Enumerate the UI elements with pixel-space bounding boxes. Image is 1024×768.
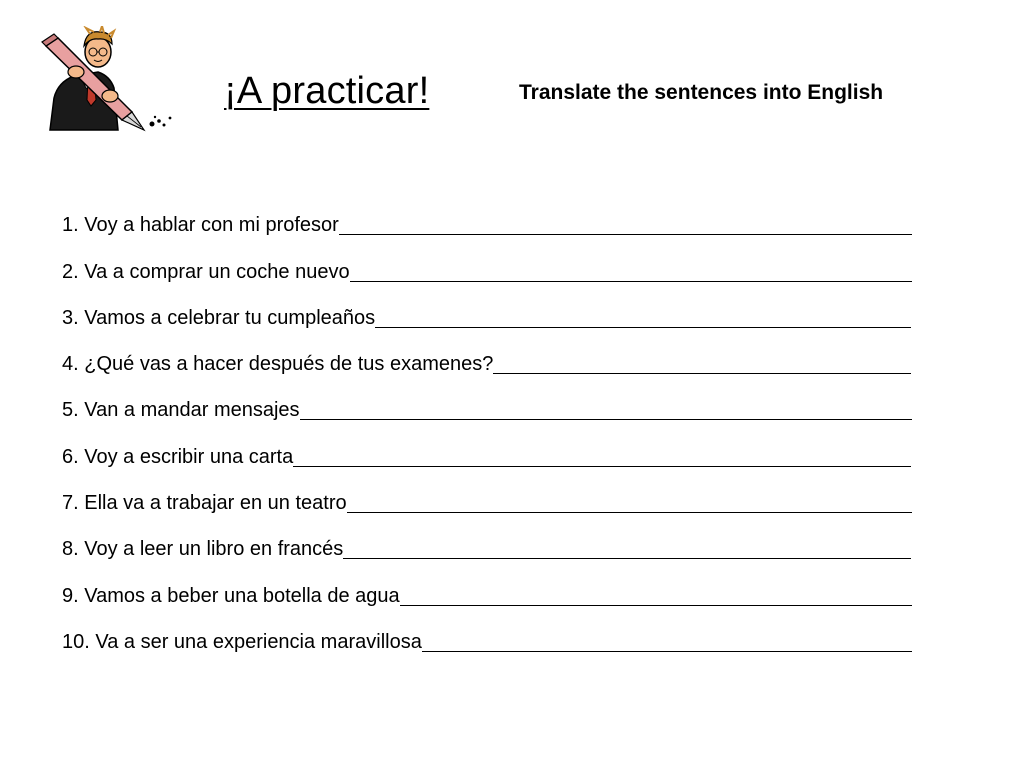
answer-blank — [293, 444, 911, 467]
answer-blank — [375, 305, 911, 328]
sentence-text: 8. Voy a leer un libro en francés — [62, 538, 344, 561]
sentence-text: 6. Voy a escribir una carta — [62, 445, 294, 468]
instruction-text: Translate the sentences into English — [519, 81, 884, 104]
sentence-text: 2. Va a comprar un coche nuevo — [62, 260, 350, 283]
sentence-list — [62, 193, 912, 656]
sentence-text: 3. Vamos a celebrar tu cumpleaños — [62, 306, 376, 329]
sentence-text: 9. Vamos a beber una botella de agua — [62, 584, 400, 607]
sentence-item — [62, 239, 912, 285]
sentence-item — [62, 517, 912, 563]
writer-with-fountain-pen-icon — [40, 26, 174, 132]
answer-blank — [400, 583, 912, 606]
sentence-item — [62, 193, 912, 239]
answer-blank — [339, 212, 912, 235]
sentence-text: 7. Ella va a trabajar en un teatro — [62, 492, 347, 515]
answer-blank — [343, 536, 911, 559]
sentence-item — [62, 286, 912, 332]
sentence-text: 5. Van a mandar mensajes — [62, 399, 300, 422]
answer-blank — [347, 490, 912, 513]
sentence-text: 4. ¿Qué vas a hacer después de tus examenes? — [62, 353, 494, 376]
page-title: ¡A practicar! — [224, 70, 430, 112]
sentence-text: 10. Va a ser una experiencia maravillosa — [62, 630, 422, 653]
answer-blank — [350, 259, 912, 282]
sentence-item — [62, 563, 912, 609]
sentence-item — [62, 424, 912, 470]
sentence-text: 1. Voy a hablar con mi profesor — [62, 214, 339, 237]
sentence-item — [62, 610, 912, 656]
sentence-item — [62, 471, 912, 517]
sentence-item — [62, 378, 912, 424]
answer-blank — [493, 351, 911, 374]
answer-blank — [422, 629, 912, 652]
sentence-item — [62, 332, 912, 378]
answer-blank — [300, 397, 912, 420]
